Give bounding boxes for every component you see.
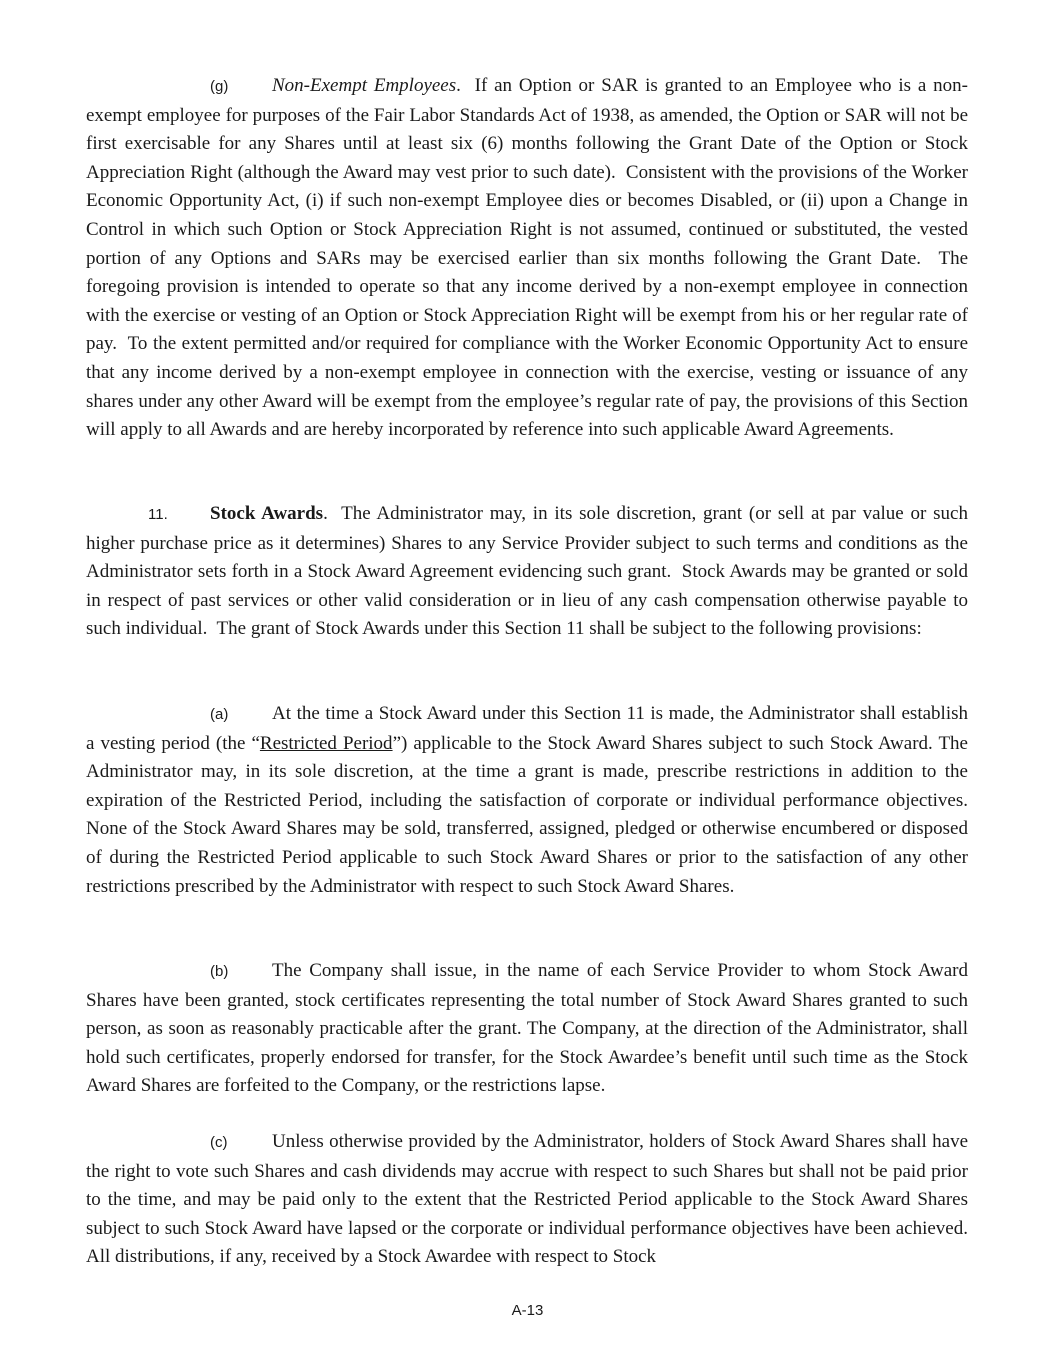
paragraph-b-marker: (b) xyxy=(210,963,229,980)
paragraph-b-text: The Company shall issue, in the name of each Service Provider to whom Stock Award Shares have been granted, stock certificates representing the total number of Stock Award Shares granted to such person, as soon as reasonably practicable after the grant. The Company, at the direction of the Administrator, shall hold such certificates, properly endorsed for transfer, for the Stock Awardee’s benefit until such time as the Stock Award Shares are forfeited to the Company, or the restrictions lapse. xyxy=(86,960,968,1097)
section-11-heading-punct: . xyxy=(323,503,328,524)
paragraph-a-text-after: ”) applicable to the Stock Award Shares subject to such Stock Award. The Administrator may, in its sole discretion, at the time a grant is made, prescribe restrictions in addition to the expiration of the Restricted Period, including the satisfaction of corporate or individual performance objectives. None of the Stock Award Shares may be sold, transferred, assigned, pledged or otherwise encumbered or disposed of during the Restricted Period applicable to such Stock Award Shares or prior to the satisfaction of any other restrictions prescribed by the Administrator with respect to such Stock Award Shares. xyxy=(86,732,968,897)
section-11-marker: 11. xyxy=(148,506,168,523)
paragraph-a xyxy=(86,700,968,901)
paragraph-a-marker: (a) xyxy=(210,706,229,723)
paragraph-g-heading: Non-Exempt Employees xyxy=(272,75,457,96)
paragraph-g-heading-punct: . xyxy=(456,75,461,96)
restricted-period-term: Restricted Period xyxy=(259,732,393,754)
page-number: A-13 xyxy=(511,1302,544,1319)
paragraph-a-text-before: At the time a Stock Award under this Section 11 is made, the Administrator shall establish a vesting period (the “ xyxy=(86,703,968,754)
section-11-text: The Administrator may, in its sole discretion, grant (or sell at par value or such higher purchase price as it determines) Shares to any Service Provider subject to such terms and conditions as the Administrator sets forth in a Stock Award Agreement evidencing such grant. Stock Awards may be granted or sold in respect of past services or other valid consideration or in lieu of any cash compensation otherwise payable to such individual. The grant of Stock Awards under this Section 11 shall be subject to the following provisions: xyxy=(86,503,973,640)
paragraph-g xyxy=(86,72,973,445)
paragraph-c xyxy=(86,1128,968,1272)
paragraph-g-marker: (g) xyxy=(210,78,229,95)
paragraph-g-text: If an Option or SAR is granted to an Employee who is a non-exempt employee for purposes of the Fair Labor Standards Act of 1938, as amended, the Option or SAR will not be first exercisable for any Shares until at least six (6) months following the Grant Date of the Option or Stock Appreciation Right (although the Award may vest prior to such date). Consistent with the provisions of the Worker Economic Opportunity Act, (i) if such non-exempt Employee dies or becomes Disabled, or (ii) upon a Change in Control in which such Option or Stock Appreciation Right is not assumed, continued or substituted, the vested portion of any Options and SARs may be exercised earlier than six months following the Grant Date. The foregoing provision is intended to operate so that any income derived by a non-exempt employee in connection with the exercise or vesting of an Option or Stock Appreciation Right will be exempt from his or her regular rate of pay. To the extent permitted and/or required for compliance with the Worker Economic Opportunity Act to ensure that any income derived by a non-exempt employee in connection with the exercise, vesting or issuance of any shares under any other Award will be exempt from the employee’s regular rate of pay, the provisions of this Section will apply to all Awards and are hereby incorporated by reference into such applicable Award Agreements. xyxy=(86,75,973,441)
paragraph-c-marker: (c) xyxy=(210,1134,228,1151)
paragraph-c-text: Unless otherwise provided by the Administrator, holders of Stock Award Shares shall have the right to vote such Shares and cash dividends may accrue with respect to such Shares but shall not be paid prior to the time, and may be paid only to the extent that the Restricted Period applicable to the Stock Award Shares subject to such Stock Award have lapsed or the corporate or individual performance objectives have been achieved. All distributions, if any, received by a Stock Awardee with respect to Stock xyxy=(86,1131,968,1268)
section-11 xyxy=(86,500,973,644)
paragraph-b xyxy=(86,957,968,1101)
section-11-heading: Stock Awards xyxy=(210,503,324,524)
